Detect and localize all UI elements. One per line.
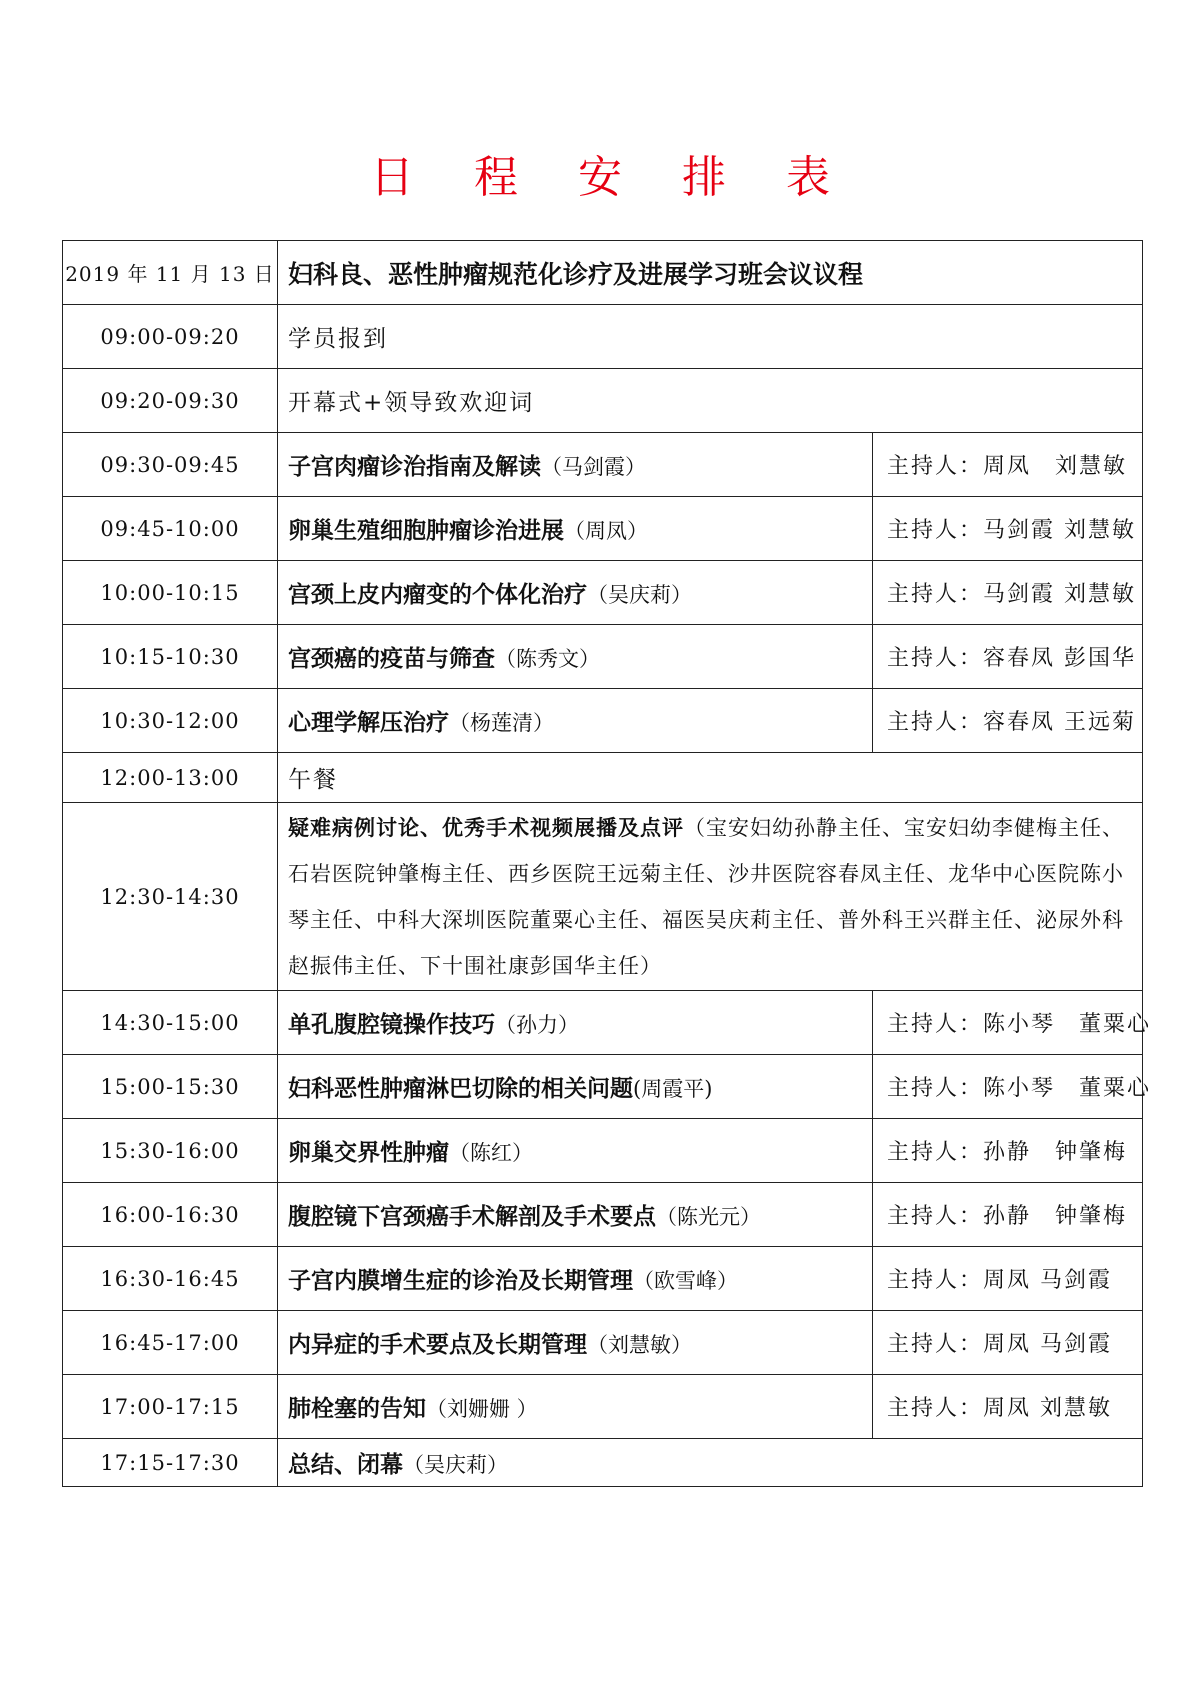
time-cell: 09:00-09:20 — [63, 305, 278, 369]
topic-text: 肺栓塞的告知 — [288, 1395, 426, 1422]
title-char: 排 — [682, 152, 756, 203]
topic-cell — [278, 497, 873, 561]
time-cell: 10:00-10:15 — [63, 561, 278, 625]
time-cell: 14:30-15:00 — [63, 991, 278, 1055]
speaker-text: （欧雪峰） — [633, 1269, 738, 1293]
time-cell: 17:00-17:15 — [63, 1375, 278, 1439]
time-cell: 16:00-16:30 — [63, 1183, 278, 1247]
title-char: 表 — [786, 152, 860, 203]
title-char: 程 — [474, 152, 548, 203]
time-cell: 10:15-10:30 — [63, 625, 278, 689]
speaker-text: （吴庆莉） — [403, 1453, 508, 1477]
host-cell: 主持人：周凤 刘慧敏 — [873, 1375, 1143, 1439]
topic-cell — [278, 1439, 1143, 1487]
table-row — [63, 305, 1143, 369]
host-cell: 主持人：孙静 钟肇梅 — [873, 1183, 1143, 1247]
topic-cell — [278, 1183, 873, 1247]
meeting-title: 妇科良、恶性肿瘤规范化诊疗及进展学习班会议议程 — [278, 241, 1143, 305]
topic-cell: 学员报到 — [278, 305, 1143, 369]
topic-cell — [278, 1119, 873, 1183]
speaker-text: （周凤） — [564, 519, 648, 543]
meeting-date: 2019 年 11 月 13 日 — [63, 241, 278, 305]
table-row — [63, 1247, 1143, 1311]
host-cell: 主持人：容春凤 彭国华 — [873, 625, 1143, 689]
host-cell: 主持人：孙静 钟肇梅 — [873, 1119, 1143, 1183]
topic-text: 内异症的手术要点及长期管理 — [288, 1331, 587, 1358]
table-row — [63, 1119, 1143, 1183]
table-row — [63, 497, 1143, 561]
host-cell: 主持人：马剑霞 刘慧敏 — [873, 497, 1143, 561]
speaker-text: （杨莲清） — [449, 711, 554, 735]
topic-cell: 午餐 — [278, 753, 1143, 803]
table-row — [63, 625, 1143, 689]
topic-text: 疑难病例讨论、优秀手术视频展播及点评 — [288, 814, 684, 840]
table-row — [63, 561, 1143, 625]
host-cell: 主持人：周凤 马剑霞 — [873, 1247, 1143, 1311]
speaker-text: （孙力） — [495, 1013, 579, 1037]
topic-detail: （宝安妇幼孙静主任、宝安妇幼李健梅主任、石岩医院钟肇梅主任、西乡医院王远菊主任、沙井医院容春凤主任、龙华中心医院陈小琴主任、中科大深圳医院董粟心主任、福医吴庆莉主任、普外科王兴群主任、泌尿外科赵振伟主任、下十围社康彭国华主任） — [288, 815, 1124, 978]
topic-text: 腹腔镜下宫颈癌手术解剖及手术要点 — [288, 1203, 656, 1230]
time-cell: 16:30-16:45 — [63, 1247, 278, 1311]
speaker-text: （刘慧敏） — [587, 1333, 692, 1357]
speaker-text: （陈光元） — [656, 1205, 761, 1229]
table-row — [63, 433, 1143, 497]
topic-cell — [278, 1311, 873, 1375]
topic-cell — [278, 433, 873, 497]
topic-text: 卵巢交界性肿瘤 — [288, 1139, 449, 1166]
time-cell: 16:45-17:00 — [63, 1311, 278, 1375]
time-cell: 09:30-09:45 — [63, 433, 278, 497]
topic-cell — [278, 561, 873, 625]
speaker-text: （刘姗姗 ） — [426, 1397, 538, 1421]
speaker-text: （陈红） — [449, 1141, 533, 1165]
speaker-text: （马剑霞） — [541, 455, 646, 479]
speaker-text: (周霞平) — [633, 1077, 713, 1101]
table-row — [63, 1439, 1143, 1487]
topic-cell — [278, 1247, 873, 1311]
table-row — [63, 1055, 1143, 1119]
topic-cell — [278, 803, 1143, 991]
topic-text: 宫颈癌的疫苗与筛查 — [288, 645, 495, 672]
host-cell: 主持人：陈小琴 董粟心 — [873, 991, 1143, 1055]
topic-cell — [278, 689, 873, 753]
time-cell: 09:45-10:00 — [63, 497, 278, 561]
title-char: 安 — [578, 152, 652, 203]
topic-text: 单孔腹腔镜操作技巧 — [288, 1011, 495, 1038]
topic-cell — [278, 1055, 873, 1119]
topic-cell — [278, 991, 873, 1055]
host-cell: 主持人：马剑霞 刘慧敏 — [873, 561, 1143, 625]
speaker-text: （陈秀文） — [495, 647, 600, 671]
host-cell: 主持人：容春凤 王远菊 — [873, 689, 1143, 753]
schedule-table — [62, 240, 1152, 1487]
host-cell: 主持人：周凤 刘慧敏 — [873, 433, 1143, 497]
time-cell: 12:00-13:00 — [63, 753, 278, 803]
time-cell: 10:30-12:00 — [63, 689, 278, 753]
table-row — [63, 991, 1143, 1055]
topic-text: 宫颈上皮内瘤变的个体化治疗 — [288, 581, 587, 608]
table-row — [63, 1183, 1143, 1247]
speaker-text: （吴庆莉） — [587, 583, 692, 607]
table-row — [63, 1311, 1143, 1375]
table-row — [63, 369, 1143, 433]
time-cell: 15:00-15:30 — [63, 1055, 278, 1119]
host-cell: 主持人：陈小琴 董粟心 — [873, 1055, 1143, 1119]
time-cell: 17:15-17:30 — [63, 1439, 278, 1487]
topic-cell — [278, 1375, 873, 1439]
page-title — [0, 148, 1200, 208]
topic-cell: 开幕式+领导致欢迎词 — [278, 369, 1143, 433]
table-header-row — [63, 241, 1143, 305]
table-row — [63, 753, 1143, 803]
table-row — [63, 689, 1143, 753]
topic-text: 总结、闭幕 — [288, 1451, 403, 1478]
topic-cell — [278, 625, 873, 689]
table-row — [63, 803, 1143, 991]
topic-text: 卵巢生殖细胞肿瘤诊治进展 — [288, 517, 564, 544]
title-char: 日 — [370, 152, 444, 203]
time-cell: 15:30-16:00 — [63, 1119, 278, 1183]
topic-text: 心理学解压治疗 — [288, 709, 449, 736]
time-cell: 09:20-09:30 — [63, 369, 278, 433]
topic-text: 子宫肉瘤诊治指南及解读 — [288, 453, 541, 480]
time-cell: 12:30-14:30 — [63, 803, 278, 991]
topic-text: 妇科恶性肿瘤淋巴切除的相关问题 — [288, 1075, 633, 1102]
host-cell: 主持人：周凤 马剑霞 — [873, 1311, 1143, 1375]
table-row — [63, 1375, 1143, 1439]
topic-text: 子宫内膜增生症的诊治及长期管理 — [288, 1267, 633, 1294]
